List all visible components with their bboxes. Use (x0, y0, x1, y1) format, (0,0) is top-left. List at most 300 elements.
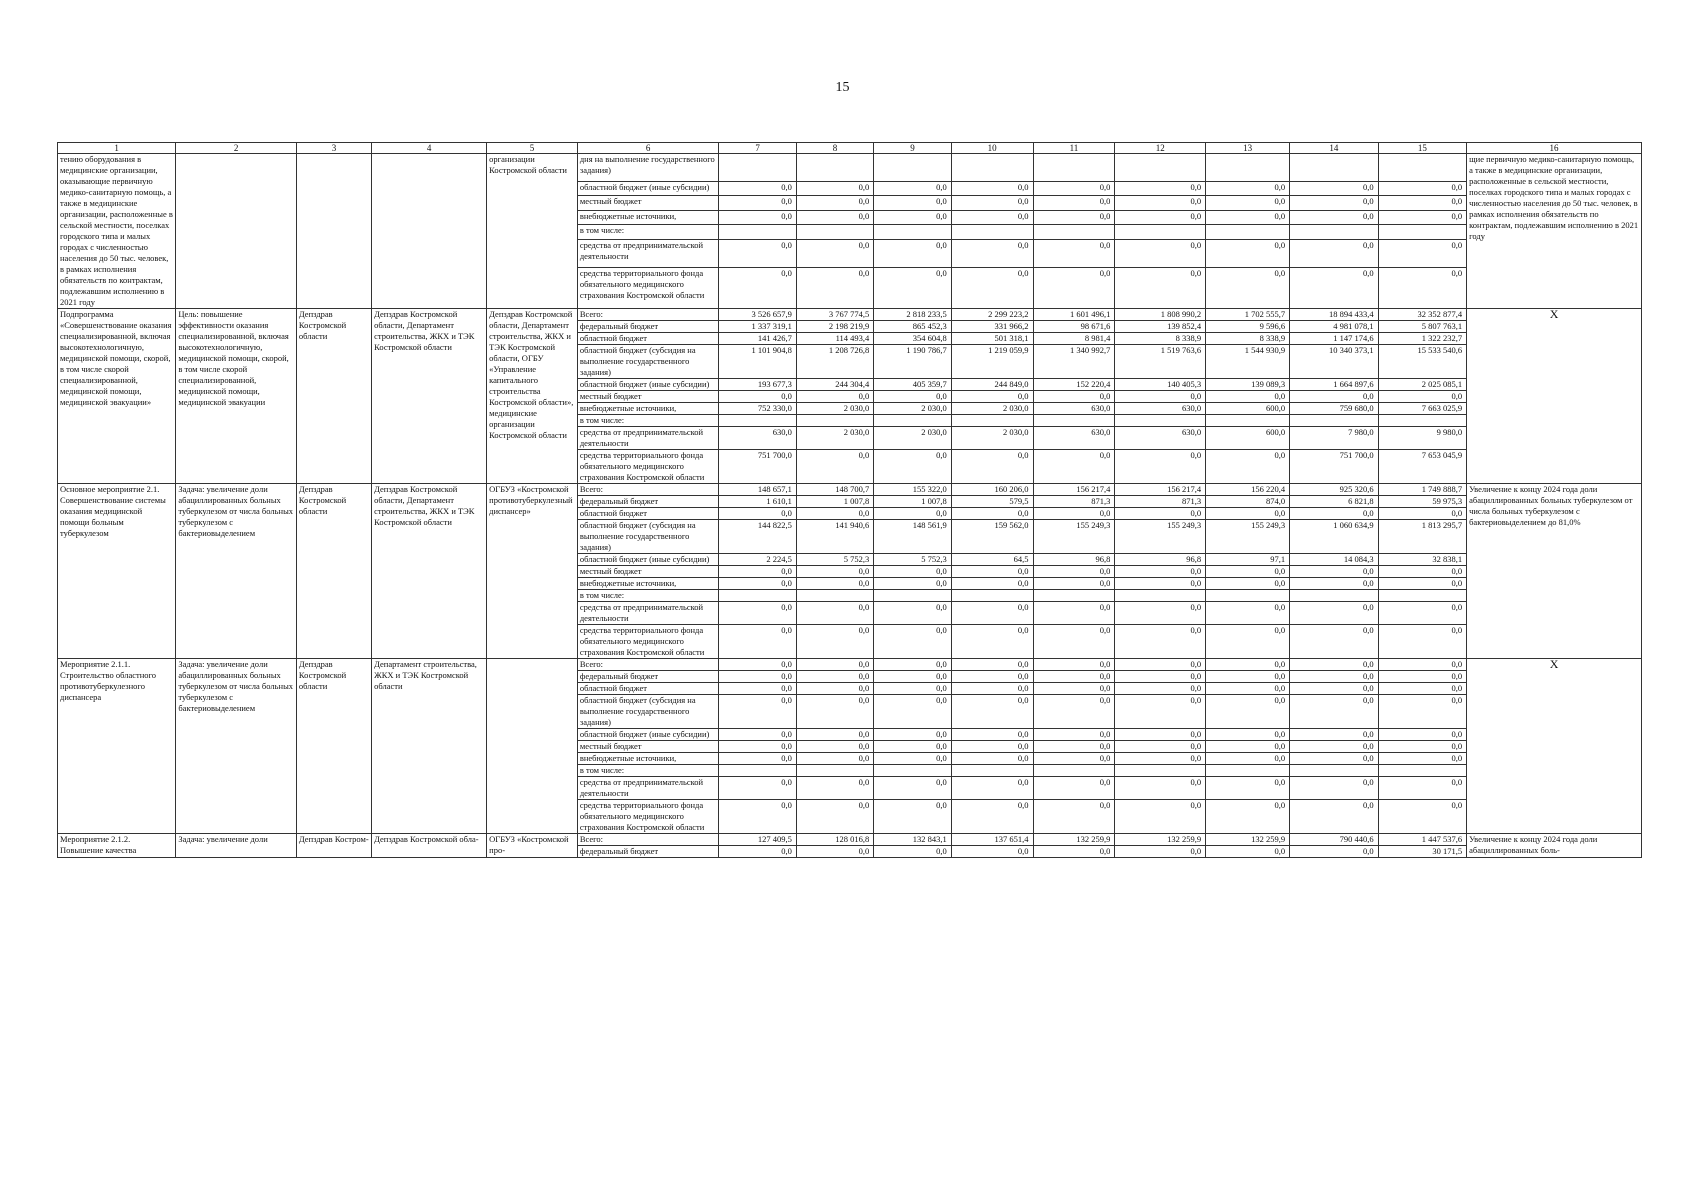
amount-cell: 2 030,0 (796, 427, 873, 450)
amount-cell: 1 340 992,7 (1033, 345, 1115, 379)
funding-source-cell: областной бюджет (577, 333, 719, 345)
amount-cell: 0,0 (1378, 659, 1466, 671)
funding-source-cell: средства от предпринимательской деятельности (577, 239, 719, 267)
amount-cell: 0,0 (951, 846, 1033, 858)
amount-cell: 0,0 (1033, 800, 1115, 834)
amount-cell: 0,0 (1033, 578, 1115, 590)
participants-cell: ОГБУЗ «Костромской про- (487, 834, 578, 858)
funding-source-cell: областной бюджет (иные субсидии) (577, 181, 719, 196)
amount-cell: 0,0 (1206, 800, 1290, 834)
header-row (58, 143, 1642, 154)
funding-source-cell: местный бюджет (577, 391, 719, 403)
column-number-header: 14 (1290, 143, 1378, 154)
amount-cell: 0,0 (1290, 566, 1378, 578)
amount-cell: 141 940,6 (796, 520, 873, 554)
amount-cell: 1 813 295,7 (1378, 520, 1466, 554)
amount-cell: 1 808 990,2 (1115, 309, 1206, 321)
funding-source-cell: средства территориального фонда обязательного медицинского страхования Костромской области (577, 450, 719, 484)
amount-cell: 244 304,4 (796, 379, 873, 391)
funding-source-cell: местный бюджет (577, 196, 719, 211)
amount-cell: 2 299 223,2 (951, 309, 1033, 321)
amount-cell (1033, 154, 1115, 182)
amount-cell: 0,0 (1290, 508, 1378, 520)
amount-cell: 1 190 786,7 (874, 345, 951, 379)
amount-cell (796, 415, 873, 427)
amount-cell: 244 849,0 (951, 379, 1033, 391)
amount-cell: 1 664 897,6 (1290, 379, 1378, 391)
funding-source-cell: в том числе: (577, 590, 719, 602)
amount-cell: 10 340 373,1 (1290, 345, 1378, 379)
amount-cell (719, 765, 796, 777)
objective-cell: Задача: увеличение доли (176, 834, 297, 858)
amount-cell (1290, 225, 1378, 240)
table-row (58, 309, 1642, 321)
amount-cell: 0,0 (1115, 846, 1206, 858)
amount-cell: 0,0 (1290, 741, 1378, 753)
amount-cell: 0,0 (951, 625, 1033, 659)
amount-cell: 0,0 (796, 210, 873, 225)
amount-cell: 331 966,2 (951, 321, 1033, 333)
amount-cell: 751 700,0 (1290, 450, 1378, 484)
amount-cell: 0,0 (1206, 777, 1290, 800)
amount-cell: 0,0 (1290, 800, 1378, 834)
amount-cell: 18 894 433,4 (1290, 309, 1378, 321)
amount-cell: 0,0 (796, 578, 873, 590)
amount-cell (796, 765, 873, 777)
amount-cell: 0,0 (1033, 450, 1115, 484)
amount-cell: 1 610,1 (719, 496, 796, 508)
amount-cell: 1 219 059,9 (951, 345, 1033, 379)
amount-cell (951, 590, 1033, 602)
coordinator-cell: Депздрав Костромской области (296, 484, 371, 659)
amount-cell: 0,0 (1290, 671, 1378, 683)
amount-cell: 925 320,6 (1290, 484, 1378, 496)
amount-cell: 0,0 (1033, 846, 1115, 858)
amount-cell: 0,0 (796, 391, 873, 403)
amount-cell: 0,0 (874, 391, 951, 403)
amount-cell: 0,0 (719, 671, 796, 683)
measure-name-cell: Подпрограмма «Совершенствование оказания специализированной, включая высокотехнологичную, медицинской помощи, скорой, в том числе скорой специализированной, медицинской помощи, медицинской эвакуации» (58, 309, 176, 484)
amount-cell: 139 089,3 (1206, 379, 1290, 391)
amount-cell (1206, 154, 1290, 182)
amount-cell: 0,0 (1033, 659, 1115, 671)
amount-cell: 0,0 (796, 267, 873, 308)
amount-cell: 0,0 (1206, 508, 1290, 520)
amount-cell: 0,0 (874, 566, 951, 578)
amount-cell: 0,0 (1378, 683, 1466, 695)
amount-cell: 0,0 (1378, 391, 1466, 403)
amount-cell: 0,0 (874, 671, 951, 683)
amount-cell: 0,0 (1115, 267, 1206, 308)
amount-cell: 0,0 (796, 683, 873, 695)
amount-cell (951, 154, 1033, 182)
amount-cell: 3 767 774,5 (796, 309, 873, 321)
amount-cell: 0,0 (1033, 741, 1115, 753)
amount-cell: 0,0 (1378, 671, 1466, 683)
amount-cell: 0,0 (1378, 602, 1466, 625)
amount-cell: 0,0 (1290, 391, 1378, 403)
executor-cell: Депздрав Костромской обла- (372, 834, 487, 858)
amount-cell: 0,0 (1378, 196, 1466, 211)
funding-source-cell: Всего: (577, 659, 719, 671)
amount-cell: 156 217,4 (1033, 484, 1115, 496)
amount-cell: 0,0 (874, 846, 951, 858)
amount-cell: 156 220,4 (1206, 484, 1290, 496)
amount-cell: 3 526 657,9 (719, 309, 796, 321)
amount-cell: 0,0 (951, 450, 1033, 484)
amount-cell: 1 702 555,7 (1206, 309, 1290, 321)
objective-cell (176, 154, 297, 309)
funding-source-cell: средства территориального фонда обязательного медицинского страхования Костромской области (577, 267, 719, 308)
amount-cell: 0,0 (1378, 741, 1466, 753)
amount-cell: 0,0 (719, 391, 796, 403)
amount-cell: 0,0 (1033, 777, 1115, 800)
column-number-header: 8 (796, 143, 873, 154)
amount-cell: 155 249,3 (1206, 520, 1290, 554)
column-number-header: 15 (1378, 143, 1466, 154)
amount-cell: 9 980,0 (1378, 427, 1466, 450)
participants-cell: организации Костромской области (487, 154, 578, 309)
funding-source-cell: местный бюджет (577, 741, 719, 753)
amount-cell: 0,0 (719, 267, 796, 308)
amount-cell: 0,0 (1378, 566, 1466, 578)
amount-cell: 0,0 (951, 753, 1033, 765)
participants-cell: ОГБУЗ «Костромской противотуберкулезный диспансер» (487, 484, 578, 659)
amount-cell: 0,0 (1206, 659, 1290, 671)
amount-cell: 0,0 (1206, 196, 1290, 211)
amount-cell: 0,0 (874, 181, 951, 196)
amount-cell: 0,0 (951, 239, 1033, 267)
amount-cell (1206, 765, 1290, 777)
amount-cell: 0,0 (874, 210, 951, 225)
funding-source-cell: федеральный бюджет (577, 671, 719, 683)
amount-cell: 1 101 904,8 (719, 345, 796, 379)
column-number-header: 10 (951, 143, 1033, 154)
amount-cell: 32 838,1 (1378, 554, 1466, 566)
amount-cell: 132 259,9 (1206, 834, 1290, 846)
funding-source-cell: областной бюджет (субсидия на выполнение государственного задания) (577, 520, 719, 554)
funding-source-cell: средства от предпринимательской деятельности (577, 777, 719, 800)
funding-source-cell: областной бюджет (субсидия на выполнение государственного задания) (577, 345, 719, 379)
amount-cell: 2 818 233,5 (874, 309, 951, 321)
amount-cell: 1 337 319,1 (719, 321, 796, 333)
amount-cell: 0,0 (1115, 729, 1206, 741)
amount-cell: 7 653 045,9 (1378, 450, 1466, 484)
amount-cell: 4 981 078,1 (1290, 321, 1378, 333)
amount-cell: 0,0 (1206, 753, 1290, 765)
amount-cell (1033, 225, 1115, 240)
amount-cell: 64,5 (951, 554, 1033, 566)
amount-cell: 0,0 (796, 800, 873, 834)
amount-cell: 0,0 (719, 210, 796, 225)
amount-cell (1378, 765, 1466, 777)
amount-cell: 0,0 (1115, 391, 1206, 403)
amount-cell: 0,0 (874, 753, 951, 765)
column-number-header: 1 (58, 143, 176, 154)
amount-cell: 0,0 (874, 683, 951, 695)
amount-cell: 0,0 (719, 741, 796, 753)
amount-cell: 0,0 (1378, 508, 1466, 520)
amount-cell: 14 084,3 (1290, 554, 1378, 566)
amount-cell: 0,0 (1115, 741, 1206, 753)
amount-cell: 0,0 (1115, 239, 1206, 267)
amount-cell (1378, 225, 1466, 240)
amount-cell: 752 330,0 (719, 403, 796, 415)
amount-cell: 59 975,3 (1378, 496, 1466, 508)
amount-cell (796, 154, 873, 182)
column-number-header: 2 (176, 143, 297, 154)
amount-cell: 630,0 (1115, 403, 1206, 415)
amount-cell: 0,0 (719, 181, 796, 196)
amount-cell: 155 249,3 (1115, 520, 1206, 554)
amount-cell: 0,0 (874, 578, 951, 590)
amount-cell: 0,0 (874, 239, 951, 267)
amount-cell: 0,0 (1206, 846, 1290, 858)
amount-cell: 0,0 (1290, 753, 1378, 765)
amount-cell: 128 016,8 (796, 834, 873, 846)
amount-cell: 0,0 (1033, 239, 1115, 267)
amount-cell: 132 259,9 (1033, 834, 1115, 846)
amount-cell: 98 671,6 (1033, 321, 1115, 333)
amount-cell: 630,0 (719, 427, 796, 450)
amount-cell: 155 249,3 (1033, 520, 1115, 554)
funding-source-cell: в том числе: (577, 765, 719, 777)
amount-cell: 0,0 (951, 659, 1033, 671)
column-number-header: 9 (874, 143, 951, 154)
amount-cell (1115, 765, 1206, 777)
amount-cell: 0,0 (796, 602, 873, 625)
amount-cell: 0,0 (796, 239, 873, 267)
amount-cell: 0,0 (874, 196, 951, 211)
amount-cell: 0,0 (1033, 566, 1115, 578)
amount-cell: 0,0 (1290, 777, 1378, 800)
amount-cell: 156 217,4 (1115, 484, 1206, 496)
funding-source-cell: Всего: (577, 484, 719, 496)
amount-cell (719, 590, 796, 602)
funding-source-cell: внебюджетные источники, (577, 753, 719, 765)
funding-source-cell: в том числе: (577, 415, 719, 427)
amount-cell: 0,0 (1290, 578, 1378, 590)
amount-cell: 0,0 (1033, 729, 1115, 741)
amount-cell: 159 562,0 (951, 520, 1033, 554)
amount-cell: 0,0 (1206, 566, 1290, 578)
amount-cell: 0,0 (951, 671, 1033, 683)
amount-cell: 0,0 (1378, 578, 1466, 590)
amount-cell: 0,0 (874, 695, 951, 729)
amount-cell: 7 663 025,9 (1378, 403, 1466, 415)
amount-cell (719, 154, 796, 182)
amount-cell: 0,0 (719, 625, 796, 659)
amount-cell: 2 224,5 (719, 554, 796, 566)
amount-cell (719, 415, 796, 427)
amount-cell: 0,0 (1378, 753, 1466, 765)
amount-cell: 0,0 (796, 508, 873, 520)
amount-cell (951, 225, 1033, 240)
amount-cell: 0,0 (1033, 508, 1115, 520)
funding-source-cell: федеральный бюджет (577, 321, 719, 333)
amount-cell: 0,0 (951, 391, 1033, 403)
table-body (58, 154, 1642, 858)
amount-cell: 0,0 (951, 777, 1033, 800)
amount-cell: 0,0 (1290, 683, 1378, 695)
amount-cell: 193 677,3 (719, 379, 796, 391)
amount-cell: 148 700,7 (796, 484, 873, 496)
amount-cell: 0,0 (951, 196, 1033, 211)
amount-cell: 0,0 (1206, 181, 1290, 196)
amount-cell: 155 322,0 (874, 484, 951, 496)
funding-source-cell: федеральный бюджет (577, 846, 719, 858)
amount-cell: 751 700,0 (719, 450, 796, 484)
amount-cell: 0,0 (719, 508, 796, 520)
amount-cell (874, 590, 951, 602)
funding-source-cell: внебюджетные источники, (577, 403, 719, 415)
amount-cell: 0,0 (1115, 508, 1206, 520)
amount-cell: 8 981,4 (1033, 333, 1115, 345)
amount-cell: 0,0 (1378, 210, 1466, 225)
amount-cell: 0,0 (1206, 671, 1290, 683)
coordinator-cell (296, 154, 371, 309)
amount-cell: 6 821,8 (1290, 496, 1378, 508)
amount-cell: 0,0 (874, 729, 951, 741)
amount-cell: 0,0 (1033, 671, 1115, 683)
participants-cell: Депздрав Костромской области, Департамент строительства, ЖКХ и ТЭК Костромской области, ОГБУ «Управление капитального строительства Костромской области», медицинские организации Костромской области (487, 309, 578, 484)
amount-cell: 0,0 (951, 508, 1033, 520)
amount-cell: 0,0 (796, 777, 873, 800)
amount-cell: 0,0 (1115, 671, 1206, 683)
amount-cell: 600,0 (1206, 403, 1290, 415)
column-number-header: 5 (487, 143, 578, 154)
amount-cell: 0,0 (1033, 625, 1115, 659)
amount-cell: 140 405,3 (1115, 379, 1206, 391)
amount-cell: 0,0 (1290, 602, 1378, 625)
amount-cell (1290, 765, 1378, 777)
amount-cell: 0,0 (1290, 695, 1378, 729)
amount-cell: 0,0 (951, 683, 1033, 695)
amount-cell: 0,0 (796, 181, 873, 196)
amount-cell: 141 426,7 (719, 333, 796, 345)
amount-cell: 0,0 (874, 741, 951, 753)
amount-cell: 1 749 888,7 (1378, 484, 1466, 496)
amount-cell: 0,0 (719, 846, 796, 858)
funding-source-cell: областной бюджет (иные субсидии) (577, 379, 719, 391)
amount-cell: 0,0 (719, 196, 796, 211)
amount-cell: 0,0 (1290, 846, 1378, 858)
executor-cell: Депздрав Костромской области, Департамент строительства, ЖКХ и ТЭК Костромской области (372, 484, 487, 659)
amount-cell: 0,0 (796, 695, 873, 729)
amount-cell: 0,0 (874, 659, 951, 671)
amount-cell: 0,0 (1033, 753, 1115, 765)
amount-cell: 5 807 763,1 (1378, 321, 1466, 333)
amount-cell (951, 415, 1033, 427)
amount-cell: 405 359,7 (874, 379, 951, 391)
funding-source-cell: средства территориального фонда обязательного медицинского страхования Костромской области (577, 625, 719, 659)
expected-result-cell: щие первичную медико-санитарную помощь, а также в медицинские организации, расположенные в сельской местности, поселках городского типа и малых городах с численностью населения до 50 тыс. человек, в рамках исполнения обязательств по контрактам, подлежавшим исполнению в 2021 году (1467, 154, 1642, 309)
amount-cell (1378, 415, 1466, 427)
amount-cell: 0,0 (1290, 625, 1378, 659)
amount-cell: 0,0 (1206, 741, 1290, 753)
amount-cell: 0,0 (1115, 683, 1206, 695)
amount-cell: 1 007,8 (874, 496, 951, 508)
amount-cell: 0,0 (951, 267, 1033, 308)
table-row (58, 154, 1642, 182)
amount-cell (1115, 154, 1206, 182)
amount-cell: 0,0 (1206, 625, 1290, 659)
amount-cell: 0,0 (796, 753, 873, 765)
amount-cell: 0,0 (1290, 181, 1378, 196)
amount-cell: 0,0 (1290, 659, 1378, 671)
amount-cell: 0,0 (1115, 450, 1206, 484)
table-row (58, 484, 1642, 496)
amount-cell: 0,0 (951, 741, 1033, 753)
amount-cell: 0,0 (796, 196, 873, 211)
amount-cell: 0,0 (719, 578, 796, 590)
amount-cell: 0,0 (951, 566, 1033, 578)
amount-cell: 0,0 (719, 753, 796, 765)
amount-cell: 0,0 (1206, 695, 1290, 729)
amount-cell (1206, 415, 1290, 427)
funding-source-cell: федеральный бюджет (577, 496, 719, 508)
column-number-header: 7 (719, 143, 796, 154)
amount-cell: 579,5 (951, 496, 1033, 508)
amount-cell: 0,0 (1378, 695, 1466, 729)
amount-cell (1115, 415, 1206, 427)
amount-cell: 2 030,0 (874, 403, 951, 415)
objective-cell: Задача: увеличение доли абациллированных больных туберкулезом от числа больных туберкулезом с бактериовыделением (176, 659, 297, 834)
amount-cell: 0,0 (1206, 729, 1290, 741)
amount-cell: 1 447 537,6 (1378, 834, 1466, 846)
amount-cell: 2 025 085,1 (1378, 379, 1466, 391)
amount-cell: 0,0 (1115, 196, 1206, 211)
amount-cell: 2 198 219,9 (796, 321, 873, 333)
amount-cell: 0,0 (951, 800, 1033, 834)
page-number: 15 (835, 80, 850, 95)
amount-cell: 5 752,3 (874, 554, 951, 566)
amount-cell: 0,0 (874, 625, 951, 659)
amount-cell: 2 030,0 (796, 403, 873, 415)
amount-cell: 0,0 (719, 683, 796, 695)
measure-name-cell: тению оборудования в медицинские организации, оказывающие первичную медико-санитарную помощь, а также в медицинские организации, расположенные в сельской местности, поселках городского типа и малых городах с численностью населения до 50 тыс. человек, в рамках исполнения обязательств по контрактам, подлежавшим исполнению в 2021 году (58, 154, 176, 309)
expected-result-cell: X (1467, 309, 1642, 484)
amount-cell: 0,0 (1290, 239, 1378, 267)
amount-cell: 0,0 (1033, 602, 1115, 625)
amount-cell: 354 604,8 (874, 333, 951, 345)
amount-cell: 0,0 (874, 267, 951, 308)
amount-cell: 9 596,6 (1206, 321, 1290, 333)
amount-cell (874, 415, 951, 427)
amount-cell: 0,0 (1115, 578, 1206, 590)
amount-cell: 0,0 (1290, 210, 1378, 225)
amount-cell: 0,0 (796, 625, 873, 659)
amount-cell: 0,0 (796, 671, 873, 683)
amount-cell: 8 338,9 (1206, 333, 1290, 345)
budget-table-container (57, 142, 1642, 858)
amount-cell: 0,0 (1206, 683, 1290, 695)
amount-cell: 790 440,6 (1290, 834, 1378, 846)
amount-cell: 0,0 (1033, 181, 1115, 196)
expected-result-cell: Увеличение к концу 2024 года доли абациллированных больных туберкулезом от числа больных туберкулезом с бактериовыделением до 81,0% (1467, 484, 1642, 659)
amount-cell: 0,0 (951, 210, 1033, 225)
amount-cell: 0,0 (1115, 602, 1206, 625)
funding-source-cell: областной бюджет (иные субсидии) (577, 729, 719, 741)
executor-cell (372, 154, 487, 309)
funding-source-cell: средства от предпринимательской деятельности (577, 427, 719, 450)
amount-cell (1378, 590, 1466, 602)
amount-cell: 874,0 (1206, 496, 1290, 508)
amount-cell: 0,0 (1378, 239, 1466, 267)
amount-cell: 0,0 (719, 602, 796, 625)
column-number-header: 4 (372, 143, 487, 154)
measure-name-cell: Мероприятие 2.1.2. Повышение качества (58, 834, 176, 858)
